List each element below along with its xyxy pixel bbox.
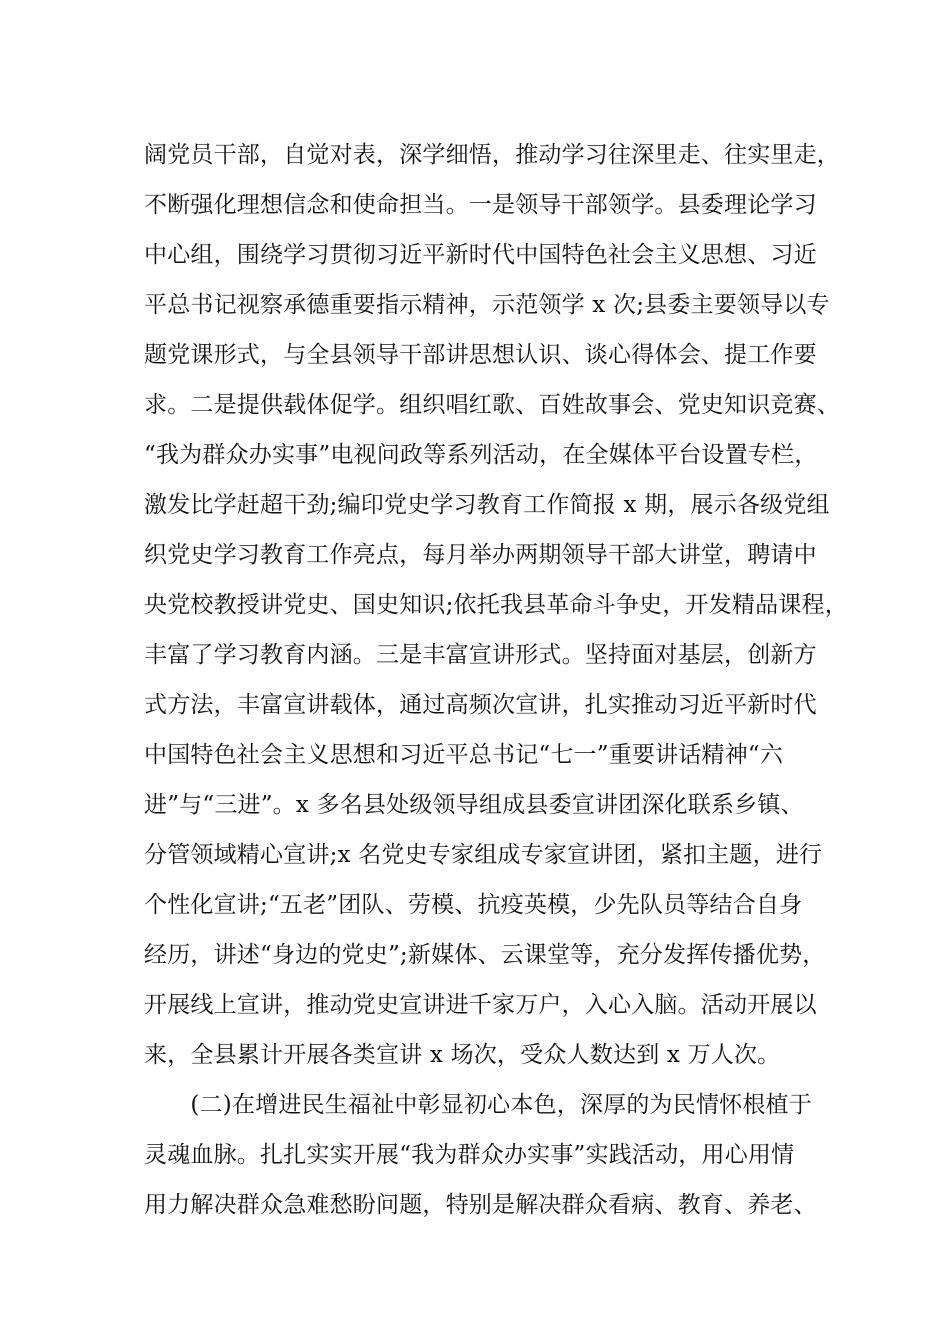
text-line-19: 来，全县累计开展各类宣讲 x 场次，受众人数达到 x 万人次。 — [144, 1042, 781, 1068]
text-line-21: 灵魂血脉。扎扎实实开展“我为群众办实事”实践活动，用心用情 — [144, 1142, 795, 1168]
text-line-15: 分管领域精心宣讲;x 名党史专家组成专家宣讲团，紧扣主题，进行 — [144, 842, 823, 868]
text-line-22: 用力解决群众急难愁盼问题，特别是解决群众看病、教育、养老、 — [144, 1192, 817, 1218]
text-line-16: 个性化宣讲;“五老”团队、劳模、抗疫英模，少先队员等结合自身 — [144, 892, 803, 918]
text-line-14: 进”与“三进”。x 多名县处级领导组成县委宣讲团深化联系乡镇、 — [144, 792, 804, 818]
text-line-7: “我为群众办实事”电视问政等系列活动，在全媒体平台设置专栏， — [144, 442, 818, 468]
text-line-11: 丰富了学习教育内涵。三是丰富宣讲形式。坚持面对基层，创新方 — [144, 642, 817, 668]
text-line-3: 中心组，围绕学习贯彻习近平新时代中国特色社会主义思想、习近 — [144, 242, 817, 268]
text-line-10: 央党校教授讲党史、国史知识;依托我县革命斗争史，开发精品课程， — [144, 592, 848, 618]
text-line-1: 阔党员干部，自觉对表，深学细悟，推动学习往深里走、往实里走， — [144, 142, 840, 168]
text-line-2: 不断强化理想信念和使命担当。一是领导干部领学。县委理论学习 — [144, 192, 817, 218]
text-line-17: 经历，讲述“身边的党史”;新媒体、云课堂等，充分发挥传播优势， — [144, 942, 826, 968]
text-line-13: 中国特色社会主义思想和习近平总书记“七一”重要讲话精神“六 — [144, 742, 784, 768]
text-line-4: 平总书记视察承德重要指示精神，示范领学 x 次;县委主要领导以专 — [144, 292, 830, 318]
text-line-8: 激发比学赶超干劲;编印党史学习教育工作简报 x 期，展示各级党组 — [144, 492, 830, 518]
text-line-9: 织党史学习教育工作亮点，每月举办两期领导干部大讲堂，聘请中 — [144, 542, 817, 568]
text-line-5: 题党课形式，与全县领导干部讲思想认识、谈心得体会、提工作要 — [144, 342, 817, 368]
text-line-12: 式方法，丰富宣讲载体，通过高频次宣讲，扎实推动习近平新时代 — [144, 692, 817, 718]
text-line-18: 开展线上宣讲，推动党史宣讲进千家万户，入心入脑。活动开展以 — [144, 992, 817, 1018]
section-heading-line: (二)在增进民生福祉中彰显初心本色，深厚的为民情怀根植于 — [144, 1092, 812, 1118]
body-text — [144, 130, 848, 1230]
text-line-6: 求。二是提供载体促学。组织唱红歌、百姓故事会、党史知识竞赛、 — [144, 392, 840, 418]
